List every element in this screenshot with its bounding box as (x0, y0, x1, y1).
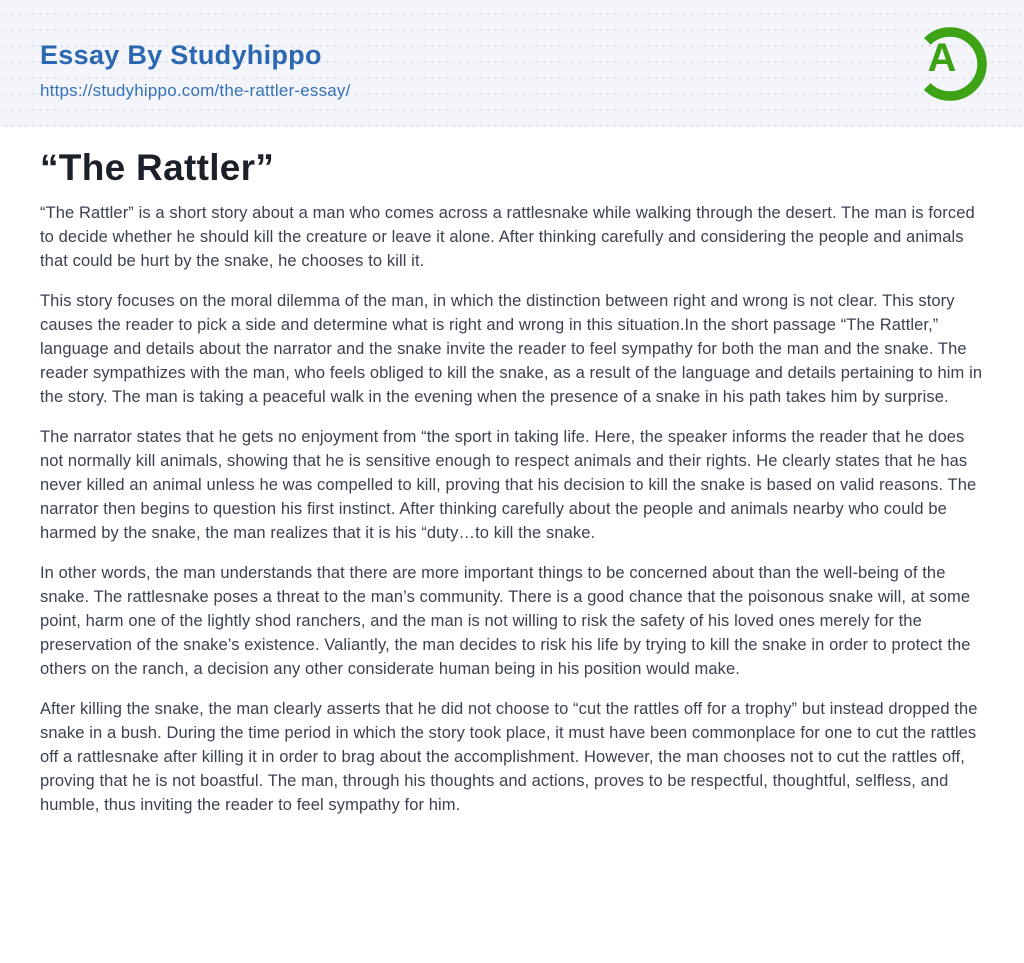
essay-title: “The Rattler” (40, 147, 275, 188)
essay-paragraph-4: In other words, the man understands that there are more important things to be concerned about than the well-being of the snake. The rattlesnake poses a threat to the man’s community. There is a good chance that the poisonous snake will, at some point, harm one of the lightly shod ranchers, and the man is not willing to risk the safety of his loved ones merely for the preservation of the snake’s existence. Valiantly, the man decides to risk his life by trying to kill the snake in order to protect the others on the ranch, a decision any other considerate human being in his position would make. (40, 564, 971, 678)
logo-ring-icon (912, 26, 988, 102)
essay-content (0, 127, 1024, 817)
essay-paragraph-3: The narrator states that he gets no enjoyment from “the sport in taking life. Here, the speaker informs the reader that he does not normally kill animals, showing that he is sensitive enough to respect animals and their rights. He clearly states that he has never killed an animal unless he was compelled to kill, proving that his decision to kill the snake is based on valid reasons. The narrator then begins to question his first instinct. After thinking carefully about the people and animals nearby who could be harmed by the snake, the man realizes that it is his “duty…to kill the snake. (40, 428, 977, 542)
essay-paragraph-5: After killing the snake, the man clearly asserts that he did not choose to “cut the rattles off for a trophy” but instead dropped the snake in a bush. During the time period in which the story took place, it must have been commonplace for one to cut the rattles off a rattlesnake after killing it in order to brag about the accomplishment. However, the man chooses not to cut the rattles off, proving that he is not boastful. The man, through his thoughts and actions, proves to be respectful, thoughtful, selfless, and humble, thus inviting the reader to feel sympathy for him. (40, 700, 978, 814)
studyhippo-logo[interactable] (912, 26, 988, 102)
source-url-link[interactable]: https://studyhippo.com/the-rattler-essay/ (40, 81, 351, 100)
site-title: Essay By Studyhippo (40, 40, 322, 70)
logo-letter: A (927, 36, 957, 80)
essay-paragraph-1: “The Rattler” is a short story about a man who comes across a rattlesnake while walking through the desert. The man is forced to decide whether he should kill the creature or leave it alone. After thinking carefully and considering the people and animals that could be hurt by the snake, he chooses to kill it. (40, 204, 975, 270)
page-header (0, 0, 1024, 127)
essay-paragraph-2: This story focuses on the moral dilemma of the man, in which the distinction between right and wrong is not clear. This story causes the reader to pick a side and determine what is right and wrong in this situation.In the short passage “The Rattler,” language and details about the narrator and the snake invite the reader to feel sympathy for both the man and the snake. The reader sympathizes with the man, who feels obliged to kill the snake, as a result of the language and details pertaining to him in the story. The man is taking a peaceful walk in the evening when the presence of a snake in his path takes him by surprise. (40, 292, 983, 406)
